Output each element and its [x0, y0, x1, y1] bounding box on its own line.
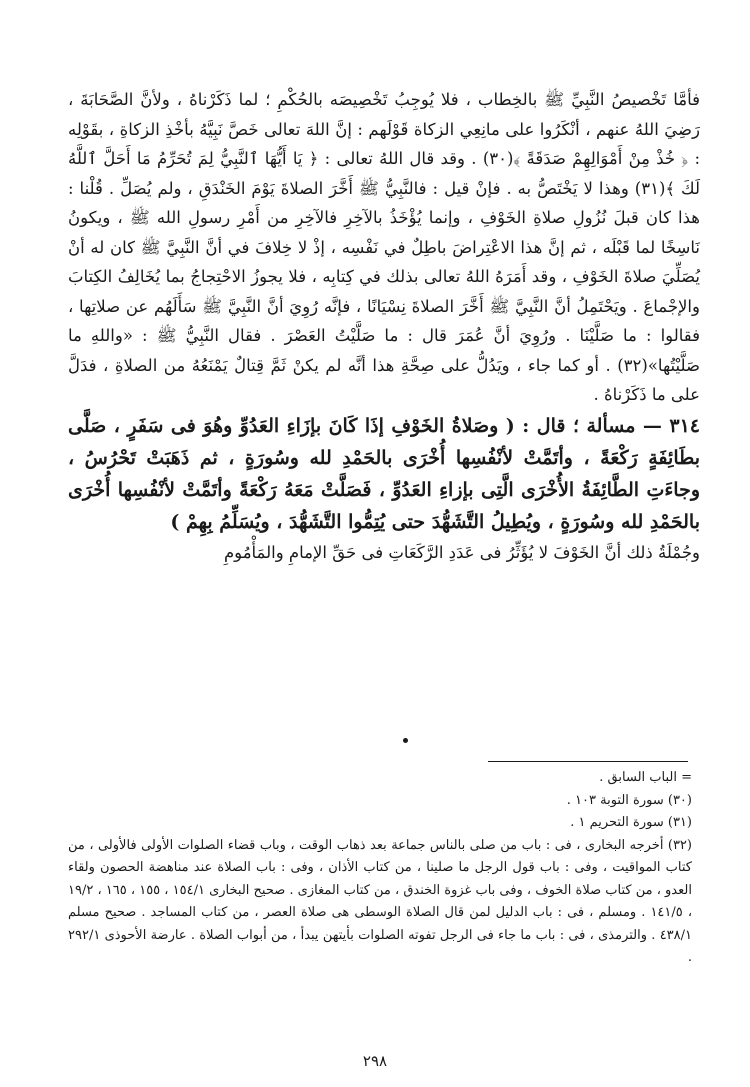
paragraph-1: فأمَّا تَخْصيصُ النَّبِيِّ ﷺ بالخِطاب ، فلا يُوجِبُ تَخْصِيصَه بالحُكْمِ ؛ لما ذَكَرْناهُ ، ولأنَّ الصَّحَابَةَ ، رَضِيَ اللهُ عنهم ، أنْكَرُوا على مانِعِي الزكاة قَوْلَهم : إنَّ اللهَ تعالى خَصَّ نَبِيَّهُ بأخْذِ الزكاةِ ، بقَوْلِه : ﴿ خُذْ مِنْ أَمْوَالِهِمْ صَدَقَةً ﴾(٣٠) . وقد قال اللهُ تعالى : ﴿ يَا أَيُّهَا ٱلنَّبِيُّ لِمَ تُحَرِّمُ مَا أَحَلَّ ٱللَّهُ لَكَ ﴾(٣١) وهذا لا يَخْتَصُّ به . فإنْ قيل : فالنَّبِيُّ ﷺ أَخَّرَ الصلاةَ يَوْمَ الخَنْدَقِ ، ولم يُصَلِّ . قُلْنا : هذا كان قبلَ نُزُولِ صلاةِ الخَوْفِ ، وإنما يُؤْخَذُ بالآخِرِ فالآخِرِ من أَمْرِ رسولِ الله ﷺ ، ويكونُ نَاسِخًا لما قَبْلَه ، ثم إنَّ هذا الاعْتِراضَ باطِلٌ في نَفْسِه ، إذْ لا خِلافَ في أنَّ النَّبِيَّ ﷺ كان له أنْ يُصَلِّيَ صلاةَ الخَوْفِ ، وقد أَمَرَهُ اللهُ تعالى بذلك في كِتابِه ، فلا يجوزُ الاحْتِجاجُ بما يُخَالِفُ الكِتابَ والإجْماعَ . ويَحْتَمِلُ أنَّ النَّبِيَّ ﷺ أَخَّرَ الصلاةَ نِسْيَانًا ، فإنَّه رُوِيَ أنَّ النَّبِيَّ ﷺ سَأَلَهُم عن صلاتِها ، فقالوا : ما صَلَّيْنَا . ورُوِيَ أنَّ عُمَرَ قال : ما صَلَّيْتُ العَصْرَ . فقال النَّبِيُّ ﷺ : «واللهِ ما صَلَّيْتُها»(٣٢) . أو كما جاء ، ويَدُلُّ على صِحَّةِ هذا أنَّه لم يكنْ ثَمَّ قِتالٌ يَمْنَعُهُ من الصلاةِ ، فدَلَّ على ما ذَكَرْناهُ .: [68, 90, 701, 404]
main-text: [68, 85, 700, 567]
paragraph-3: وجُمْلَةُ ذلك أنَّ الخَوْفَ لا يُؤَثِّرُ فى عَدَدِ الرَّكَعَاتِ فى حَقِّ الإمامِ والمَأْمُومِ: [223, 542, 700, 562]
issue-heading: — مسألة ؛ قال :: [522, 414, 662, 437]
footnote-rule: [488, 761, 688, 762]
page-number: ٢٩٨: [362, 1052, 388, 1070]
footnote: (٣٢) أخرجه البخارى ، فى : باب من صلى بالناس جماعة بعد ذهاب الوقت ، وباب قضاء الصلوات الأولى فالأولى ، من كتاب المواقيت ، وفى : باب قول الرجل ما صلينا ، من كتاب الأذان ، وفى : باب الصلاة عند مناهضة الحصون ولقاء العدو ، من كتاب صلاة الخوف ، وفى باب غزوة الخندق ، من كتاب المغازى . صحيح البخارى ١٥٤/١ ، ١٥٥ ، ١٦٥ ، ١٩/٢ ، ١٤١/٥ . ومسلم ، فى : باب الدليل لمن قال الصلاة الوسطى هى صلاة العصر ، من كتاب المساجد . صحيح مسلم ٤٣٨/١ . والترمذى ، فى : باب ما جاء فى الرجل تفوته الصلوات بأيتهن يبدأ ، من أبواب الصلاة . عارضة الأحوذى ٢٩٢/١ .: [68, 837, 693, 965]
footnote: (٣١) سورة التحريم ١ .: [570, 815, 692, 830]
issue-paragraph: [68, 410, 700, 538]
separator-dot: [403, 738, 408, 743]
footnote: (٣٠) سورة التوبة ١٠٣ .: [566, 792, 692, 808]
footnotes: [68, 767, 692, 970]
issue-text: ( وصَلاةُ الخَوْفِ إذَا كَانَ بإزَاءِ العَدُوِّ وهُوَ فى سَفَرٍ ، صَلَّى بطَائِفَةٍ رَكْعَةً ، وأتَمَّتْ لأنْفُسِها أُخْرَى بالحَمْدِ لله وسُورَةٍ ، ثم ذَهَبَتْ تَحْرُسُ ، وجاءَتِ الطَّائِفَةُ الأُخْرَى الَّتِى بإزاءِ العَدُوِّ ، فَصَلَّتْ مَعَهُ رَكْعَةً وأتَمَّتْ لأنْفُسِها أُخْرَى بالحَمْدِ لله وسُورَةٍ ، ويُطِيلُ التَّشَهُّدَ حتى يُتِمُّوا التَّشَهُّدَ ، ويُسَلِّمُ بِهِمْ ): [68, 414, 700, 533]
issue-number: ٣١٤: [669, 414, 700, 437]
footnote: = الباب السابق .: [599, 770, 692, 785]
